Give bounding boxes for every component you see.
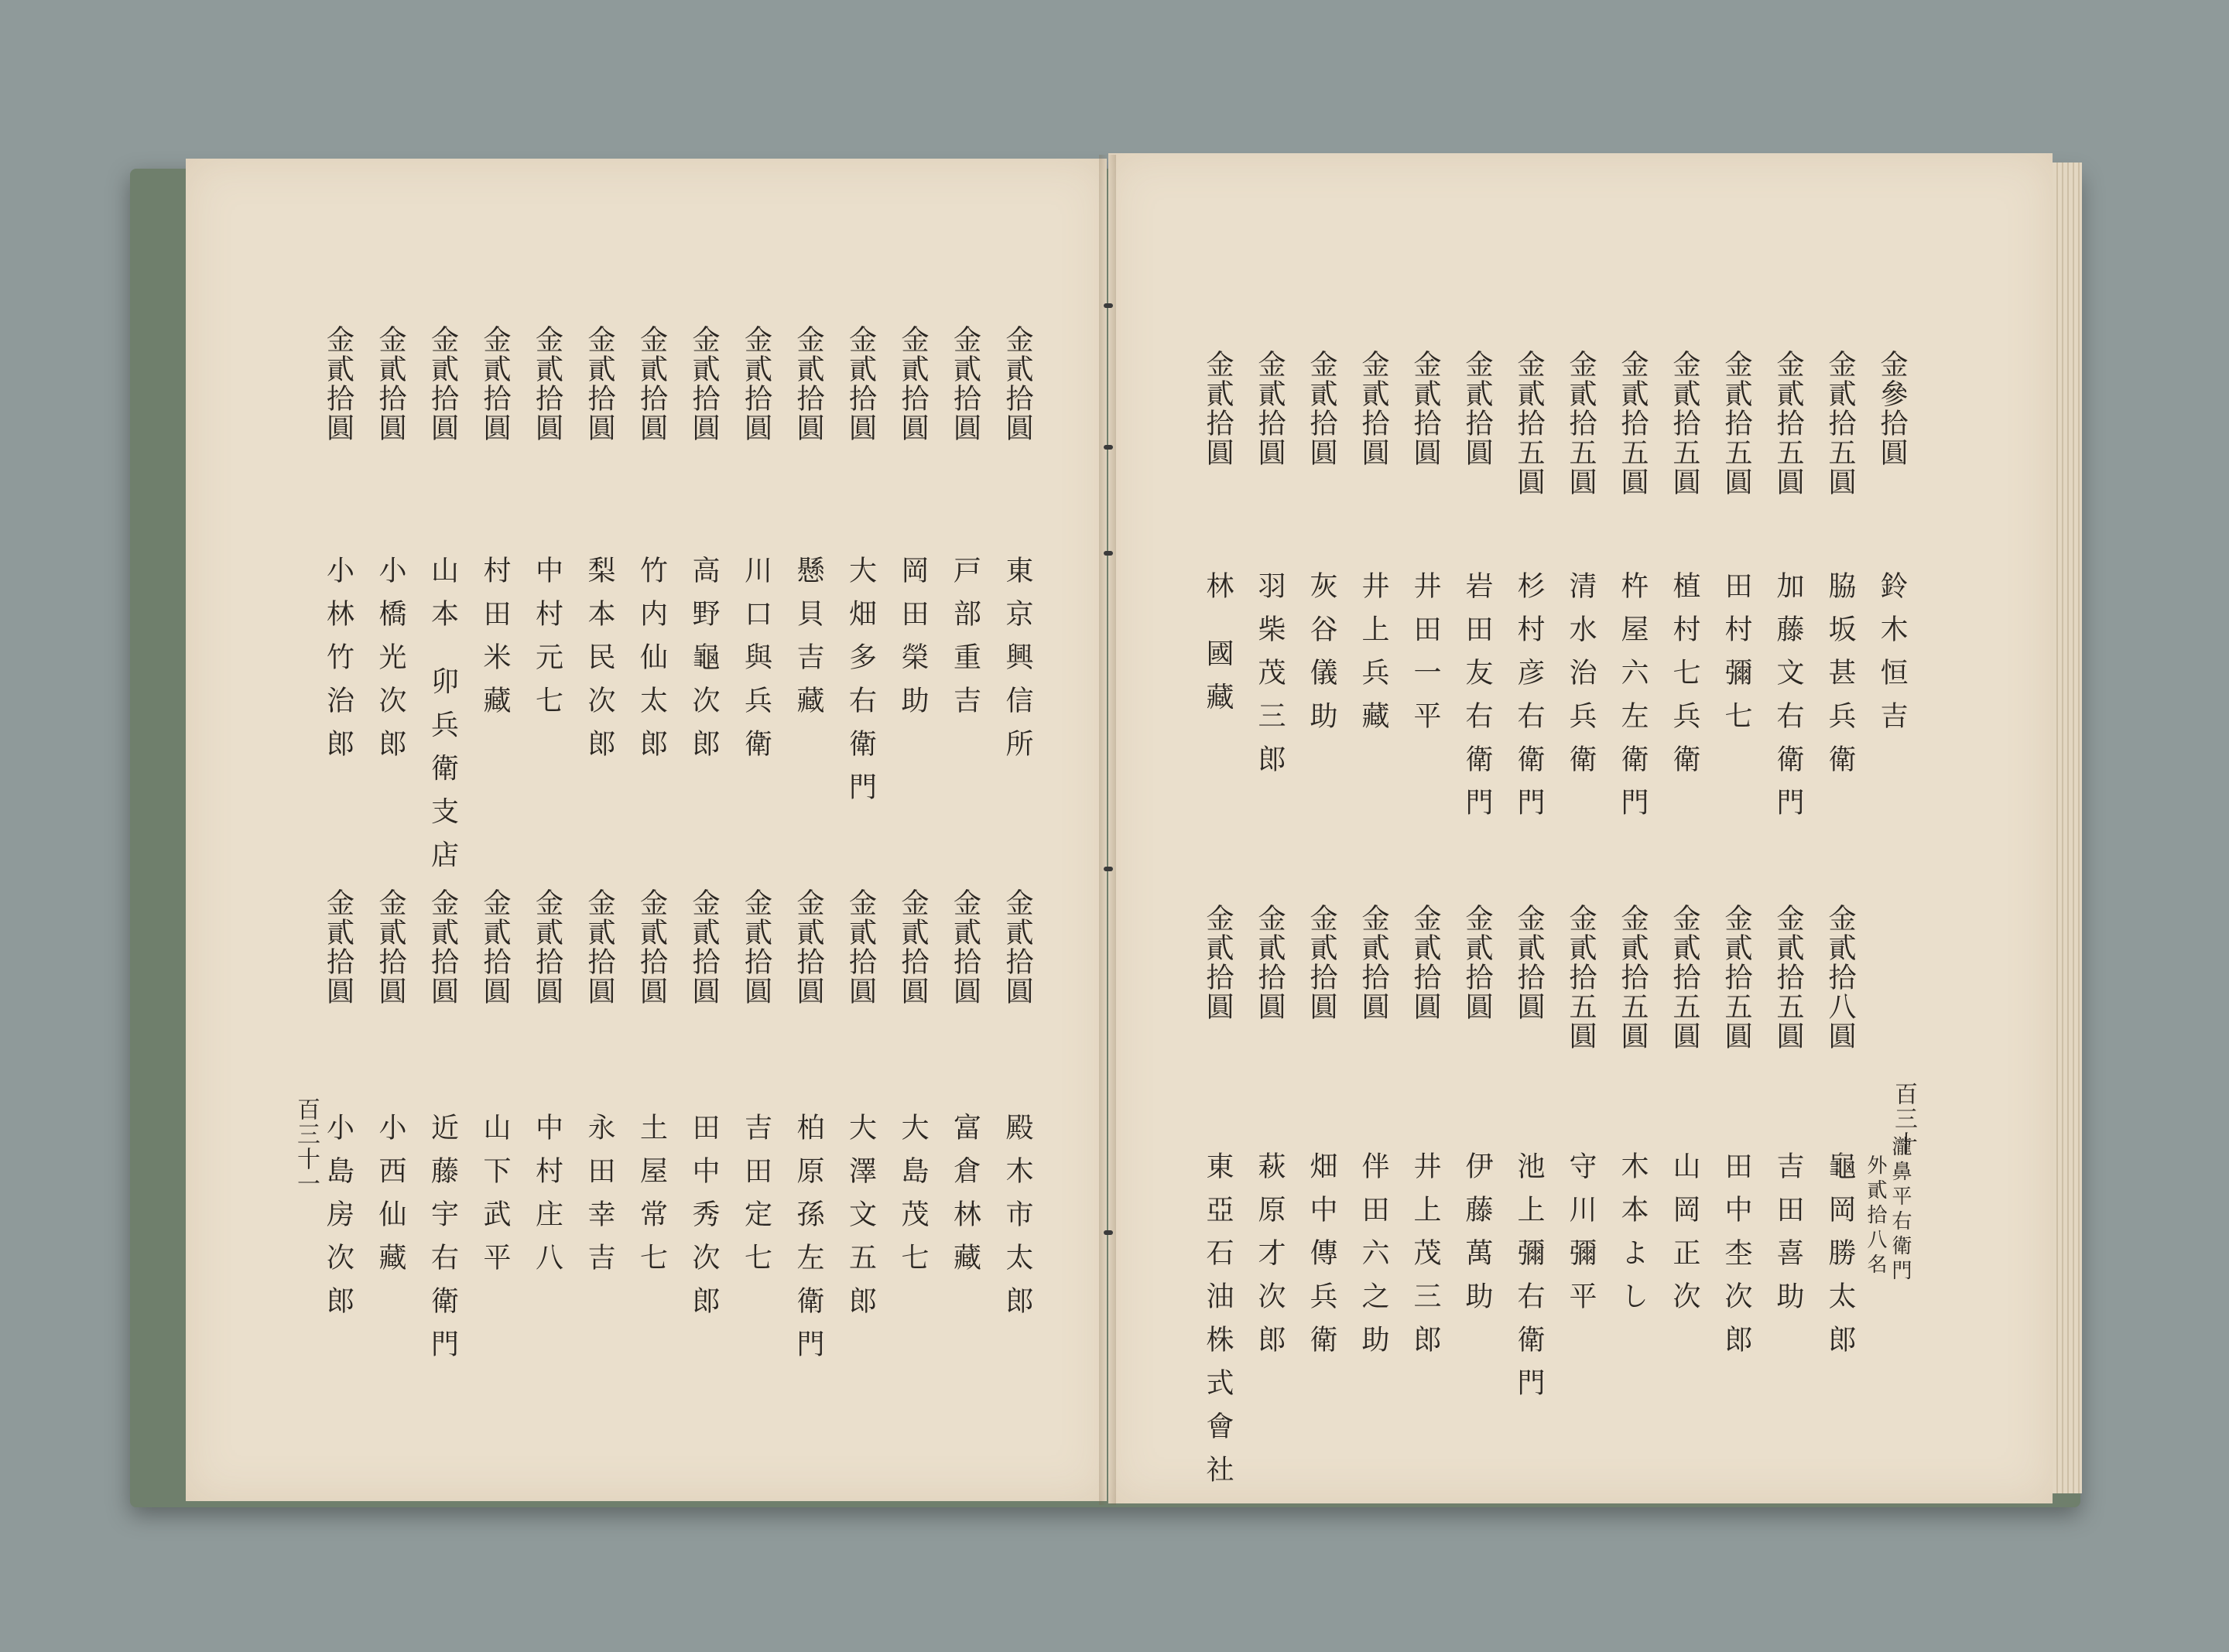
binding-stitch — [1104, 867, 1113, 871]
donor-name: 杵屋六左衛門 — [1617, 571, 1649, 831]
donation-amount: 金貳拾五圓 — [1617, 904, 1649, 1051]
donation-amount: 金貳拾圓 — [426, 888, 459, 1006]
donation-amount: 金貳拾五圓 — [1565, 350, 1597, 497]
donation-amount: 金貳拾圓 — [1002, 325, 1033, 443]
donation-amount: 金貳拾圓 — [1254, 904, 1286, 1021]
donor-name: 畑中傳兵衛 — [1306, 1151, 1337, 1368]
donor-name: 伊藤萬助 — [1461, 1151, 1493, 1325]
binding-stitch — [1104, 551, 1113, 556]
donor-name: 田中秀次郎 — [688, 1113, 720, 1329]
binding-stitch — [1104, 445, 1113, 450]
donation-amount: 金貳拾圓 — [793, 325, 824, 443]
donation-amount: 金貳拾五圓 — [1772, 350, 1804, 497]
donor-name: 中村元七 — [531, 556, 563, 729]
donor-name: 東亞石油株式會社 — [1202, 1151, 1234, 1498]
donor-name: 岩田友右衛門 — [1461, 571, 1493, 831]
donor-name: 川口與兵衛 — [740, 556, 772, 772]
donation-amount: 金貳拾圓 — [897, 325, 929, 443]
donor-name: 伴田六之助 — [1358, 1151, 1389, 1368]
donation-amount: 金參拾圓 — [1876, 350, 1908, 467]
donation-amount: 金貳拾圓 — [897, 888, 929, 1006]
donation-amount: 金貳拾圓 — [740, 325, 772, 443]
donation-amount: 金貳拾五圓 — [1617, 350, 1649, 497]
donation-amount: 金貳拾圓 — [531, 325, 563, 443]
donor-name: 植村七兵衛 — [1669, 571, 1700, 788]
donor-name: 懸貝吉藏 — [793, 556, 824, 729]
donor-name: 井田一平 — [1409, 571, 1441, 744]
donor-name: 清水治兵衛 — [1565, 571, 1597, 788]
donor-name: 大澤文五郎 — [844, 1113, 877, 1329]
donation-amount: 金貳拾圓 — [426, 325, 459, 443]
donor-name: 灰谷儀助 — [1306, 571, 1337, 744]
donation-amount: 金貳拾五圓 — [1513, 350, 1545, 497]
donor-name: 吉田定七 — [740, 1113, 772, 1286]
donor-name: 竹内仙太郎 — [635, 556, 668, 772]
donor-name: 小島房次郎 — [322, 1113, 354, 1329]
page-edges — [2053, 162, 2082, 1493]
donor-name: 羽柴茂三郎 — [1254, 571, 1286, 788]
donor-name: 戸部重吉 — [949, 556, 981, 729]
donor-name: 永田幸吉 — [584, 1113, 615, 1286]
donation-amount: 金貳拾圓 — [1002, 888, 1033, 1006]
note-line-1: 瀧鼻平右衛門 — [1888, 1136, 1912, 1284]
donation-amount: 金貳拾圓 — [793, 888, 824, 1006]
left-page-number: 百三十一 — [293, 1097, 320, 1196]
donor-name: 吉田喜助 — [1772, 1151, 1804, 1325]
donation-amount: 金貳拾圓 — [479, 888, 511, 1006]
donor-name: 杉村彦右衛門 — [1513, 571, 1545, 831]
donation-amount: 金貳拾八圓 — [1824, 904, 1856, 1051]
donation-amount: 金貳拾圓 — [740, 888, 772, 1006]
donation-amount: 金貳拾圓 — [844, 325, 877, 443]
donation-amount: 金貳拾圓 — [1513, 904, 1545, 1021]
donation-amount: 金貳拾圓 — [375, 888, 406, 1006]
donation-amount: 金貳拾圓 — [322, 888, 354, 1006]
donor-name: 小林竹治郎 — [322, 556, 354, 772]
donor-name: 大畑多右衛門 — [844, 556, 877, 816]
donor-name: 岡田榮助 — [897, 556, 929, 729]
donation-amount: 金貳拾圓 — [1409, 904, 1441, 1021]
donor-name: 土屋常七 — [635, 1113, 668, 1286]
donor-name: 村田米藏 — [479, 556, 511, 729]
donor-name: 井上茂三郎 — [1409, 1151, 1441, 1368]
donation-amount: 金貳拾圓 — [949, 888, 981, 1006]
donor-name: 田中杢次郎 — [1721, 1151, 1752, 1368]
donor-name: 木本よし — [1617, 1151, 1649, 1325]
donor-name: 富倉林藏 — [949, 1113, 981, 1286]
donation-amount: 金貳拾圓 — [1461, 904, 1493, 1021]
donation-amount: 金貳拾圓 — [635, 888, 668, 1006]
donor-name: 大島茂七 — [897, 1113, 929, 1286]
donation-amount: 金貳拾五圓 — [1565, 904, 1597, 1051]
donor-name: 井上兵藏 — [1358, 571, 1389, 744]
donation-amount: 金貳拾圓 — [584, 888, 615, 1006]
donor-name: 柏原孫左衛門 — [793, 1113, 824, 1373]
donation-amount: 金貳拾五圓 — [1721, 350, 1752, 497]
donation-amount: 金貳拾五圓 — [1669, 904, 1700, 1051]
donor-name: 田村彌七 — [1721, 571, 1752, 744]
donation-amount: 金貳拾圓 — [1358, 904, 1389, 1021]
donor-name: 小西仙藏 — [375, 1113, 406, 1286]
donor-name: 中村庄八 — [531, 1113, 563, 1286]
binding-stitch — [1104, 1230, 1113, 1235]
donor-name: 守川彌平 — [1565, 1151, 1597, 1325]
donor-name: 近藤宇右衛門 — [426, 1113, 459, 1373]
donation-amount: 金貳拾圓 — [375, 325, 406, 443]
donation-amount: 金貳拾圓 — [1202, 904, 1234, 1021]
book-gutter — [1099, 155, 1116, 1505]
donation-amount: 金貳拾圓 — [1202, 350, 1234, 467]
donor-name: 龜岡勝太郎 — [1824, 1151, 1856, 1368]
donor-name: 殿木市太郎 — [1002, 1113, 1033, 1329]
donor-name: 山本 卯兵衛支店 — [426, 556, 459, 884]
donation-amount: 金貳拾五圓 — [1721, 904, 1752, 1051]
donor-name: 鈴木恒吉 — [1876, 571, 1908, 744]
donation-amount: 金貳拾圓 — [844, 888, 877, 1006]
donation-amount: 金貳拾圓 — [1409, 350, 1441, 467]
donation-amount: 金貳拾圓 — [688, 888, 720, 1006]
donation-amount: 金貳拾圓 — [1358, 350, 1389, 467]
donation-amount: 金貳拾圓 — [584, 325, 615, 443]
donor-name: 東京興信所 — [1002, 556, 1033, 772]
donor-name: 加藤文右衛門 — [1772, 571, 1804, 831]
donor-name: 山下武平 — [479, 1113, 511, 1286]
donor-name: 林 國藏 — [1202, 571, 1234, 726]
donation-amount: 金貳拾圓 — [479, 325, 511, 443]
donation-amount: 金貳拾圓 — [1306, 350, 1337, 467]
donation-amount: 金貳拾圓 — [635, 325, 668, 443]
donation-amount: 金貳拾五圓 — [1824, 350, 1856, 497]
donation-amount: 金貳拾圓 — [1306, 904, 1337, 1021]
donation-amount: 金貳拾圓 — [688, 325, 720, 443]
donor-name: 梨本民次郎 — [584, 556, 615, 772]
note-line-2: 外貳拾八名 — [1864, 1154, 1887, 1278]
donor-name: 池上彌右衛門 — [1513, 1151, 1545, 1411]
donation-amount: 金貳拾五圓 — [1772, 904, 1804, 1051]
donor-name: 高野龜次郎 — [688, 556, 720, 772]
donor-name: 山岡正次 — [1669, 1151, 1700, 1325]
donor-name: 小橋光次郎 — [375, 556, 406, 772]
donation-amount: 金貳拾圓 — [531, 888, 563, 1006]
donation-amount: 金貳拾圓 — [949, 325, 981, 443]
binding-stitch — [1104, 303, 1113, 308]
right-page-number: 百三十 — [1890, 1082, 1917, 1156]
donor-name: 萩原才次郎 — [1254, 1151, 1286, 1368]
donor-name: 脇坂甚兵衛 — [1824, 571, 1856, 788]
donation-amount: 金貳拾圓 — [1254, 350, 1286, 467]
donation-amount: 金貳拾圓 — [322, 325, 354, 443]
donation-amount: 金貳拾五圓 — [1669, 350, 1700, 497]
donation-amount: 金貳拾圓 — [1461, 350, 1493, 467]
